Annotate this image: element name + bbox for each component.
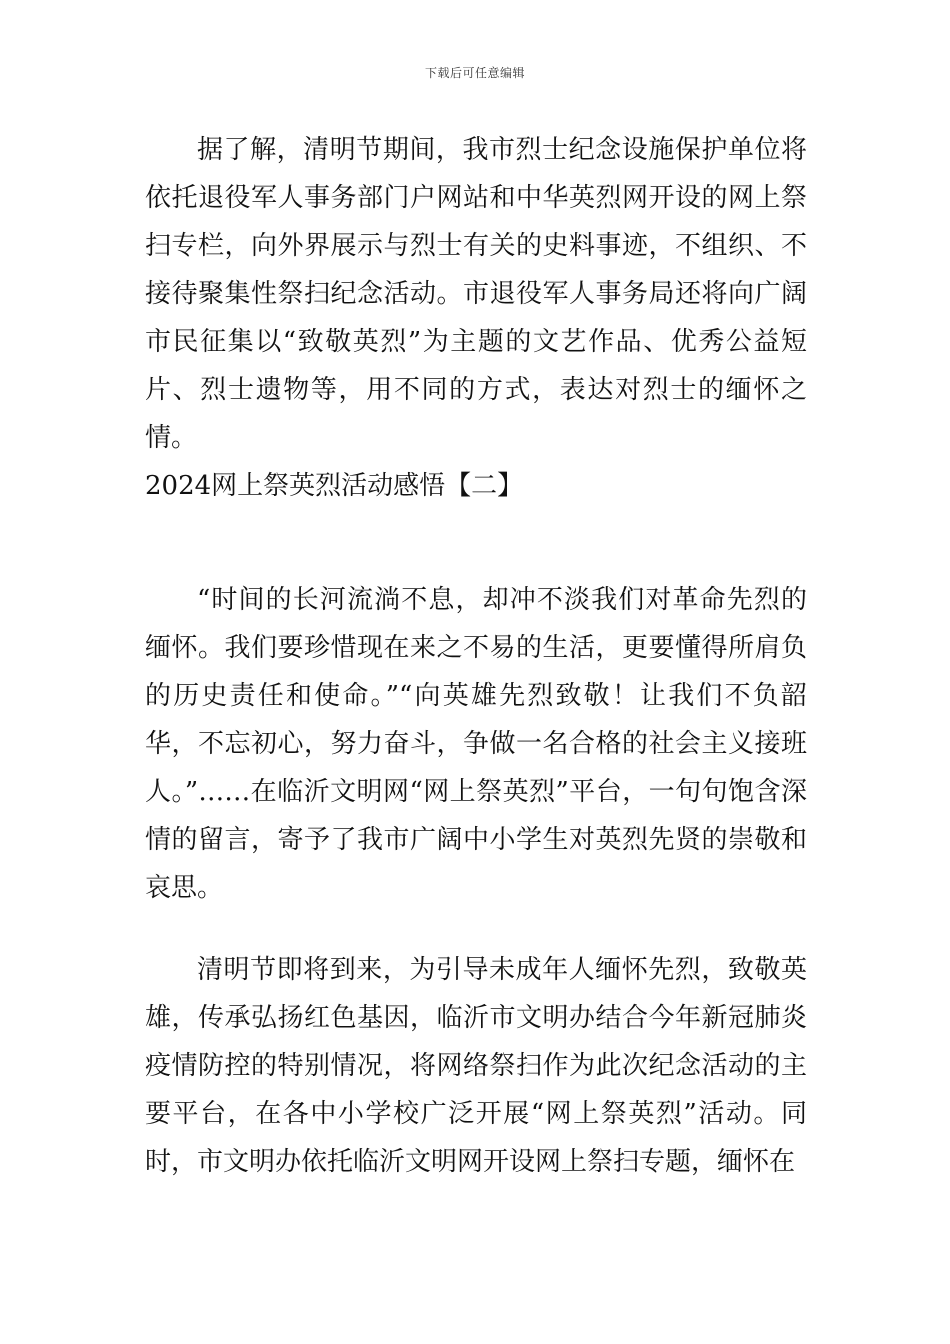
text-block-1	[145, 126, 807, 510]
text-block-2	[145, 576, 807, 912]
text-block-3	[145, 946, 807, 1186]
header-note: 下载后可任意编辑	[424, 66, 525, 80]
paragraph-3: 清明节即将到来，为引导未成年人缅怀先烈，致敬英雄，传承弘扬红色基因，临沂市文明办结合今年新冠肺炎疫情防控的特别情况，将网络祭扫作为此次纪念活动的主要平台，在各中小学校广泛开展“网上祭英烈”活动。同时，市文明办依托临沂文明网开设网上祭扫专题，缅怀在	[145, 955, 807, 1177]
section-subtitle: 2024网上祭英烈活动感悟【二】	[145, 471, 524, 501]
paragraph-2: “时间的长河流淌不息，却冲不淡我们对革命先烈的缅怀。我们要珍惜现在来之不易的生活，更要懂得所肩负的历史责任和使命。”“向英雄先烈致敬！让我们不负韶华，不忘初心，努力奋斗，争做一名合格的社会主义接班人。”……在临沂文明网“网上祭英烈”平台，一句句饱含深情的留言，寄予了我市广阔中小学生对英烈先贤的崇敬和哀思。	[145, 585, 807, 903]
paragraph-1: 据了解，清明节期间，我市烈士纪念设施保护单位将依托退役军人事务部门户网站和中华英烈网开设的网上祭扫专栏，向外界展示与烈士有关的史料事迹，不组织、不接待聚集性祭扫纪念活动。市退役军人事务局还将向广阔市民征集以“致敬英烈”为主题的文艺作品、优秀公益短片、烈士遗物等，用不同的方式，表达对烈士的缅怀之情。	[145, 135, 807, 453]
